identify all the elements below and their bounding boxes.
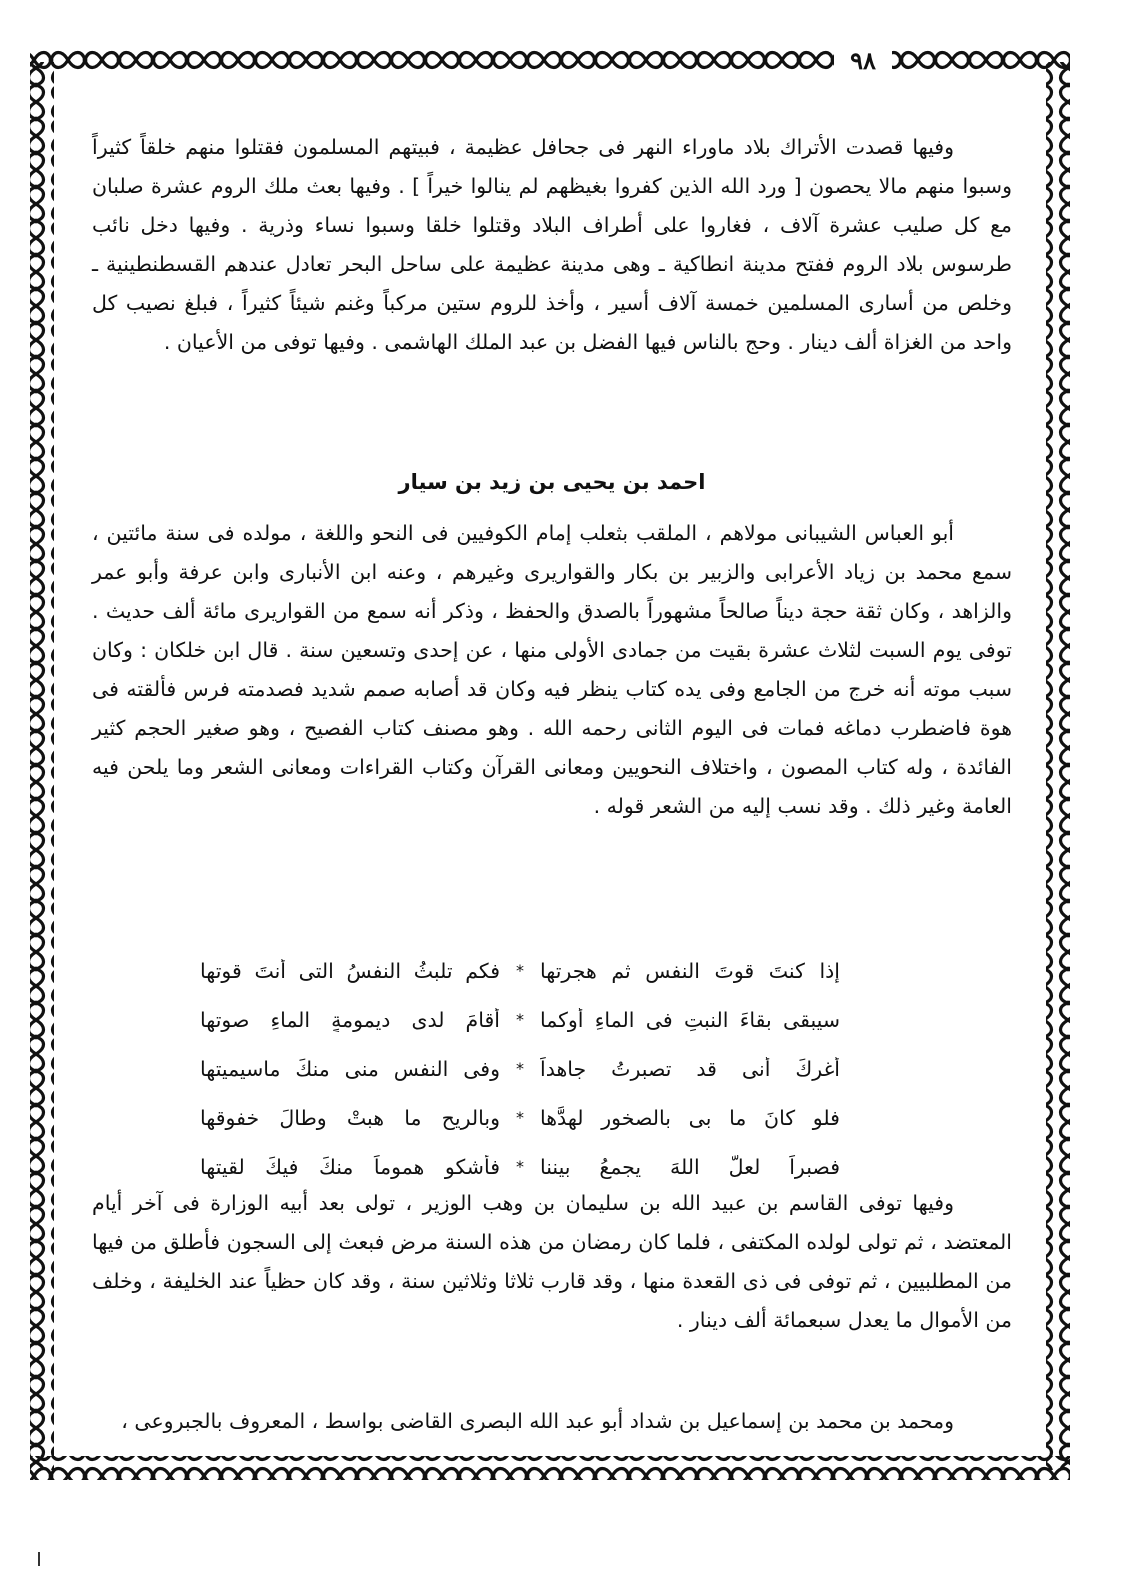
paragraph-biography: أبو العباس الشيبانى مولاهم ، الملقب بثعلب إمام الكوفيين فى النحو واللغة ، مولده فى سنة مائتين ، سمع محمد بن زياد الأعرابى والزبير بن بكار والقواريرى وغيرهم ، وعنه ابن الأنبارى وابن عرفة وأبو عمر والزاهد ، وكان ثقة حجة ديناً صالحاً مشهوراً بالصدق والحفظ ، وذكر أنه سمع من القواريرى مائة ألف حديث . توفى يوم السبت لثلاث عشرة بقيت من جمادى الأولى منها ، عن إحدى وتسعين سنة . قال ابن خلكان : وكان سبب موته أنه خرج من الجامع وفى يده كتاب ينظر فيه وكان قد أصابه صمم شديد فصدمته فرس فألقته فى هوة فاضطرب دماغه فمات فى اليوم الثانى رحمه الله . وهو مصنف كتاب الفصيح ، وهو صغير الحجم كثير الفائدة ، وله كتاب المصون ، واختلاف النحويين ومعانى القرآن وكتاب القراءات ومعانى الشعر وما يلحن فيه العامة وغير ذلك . وقد نسب إليه من الشعر قوله . [92,521,1012,818]
verse-separator: * [516,1157,524,1176]
verse-second-hemistich: وبالريحِ ما هبتْ وطالَ خفوقها [200,1105,500,1130]
poem-verse [180,1044,840,1093]
verse-second-hemistich: أقامَ لدى ديمومةٍ الماءِ صوتها [200,1007,500,1032]
verse-first-hemistich: فصبراً لعلَّ اللهَ يجمعُ بيننا [540,1154,840,1179]
biography-title: احمد بن يحيى بن زيد بن سيار [398,470,706,494]
verse-first-hemistich: فلو كانَ ما بى بالصخورِ لهدَّها [540,1105,840,1130]
poem-verse [180,946,840,995]
verse-second-hemistich: وفى النفسِ منى منكَ ماسيميتها [200,1056,500,1081]
paragraph-qasim-death: وفيها توفى القاسم بن عبيد الله بن سليمان بن وهب الوزير ، تولى بعد أبيه الوزارة فى آخر أيام المعتضد ، ثم تولى لولده المكتفى ، فلما كان رمضان من هذه السنة مرض فبعث إلى السجون فأطلق من فيها من المطلبيين ، ثم توفى فى ذى القعدة منها ، وقد قارب ثلاثا وثلاثين سنة ، وقد كان حظياً عند الخليفة ، وخلف من الأموال ما يعدل سبعمائة ألف دينار . [92,1191,1012,1332]
poem [180,946,840,1191]
verse-first-hemistich: أغركَ أنى قد تصبرتُ جاهداً [540,1056,840,1081]
verse-first-hemistich: إذا كنتَ قوتَ النفسِ ثم هجرتها [540,958,840,983]
verse-second-hemistich: فكم تلبثُ النفسُ التى أنتَ قوتها [200,958,500,983]
scan-mark [38,1552,40,1566]
verse-first-hemistich: سيبقى بقاءَ النبتِ فى الماءِ أوكما [540,1007,840,1032]
paragraph-events: وفيها قصدت الأتراك بلاد ماوراء النهر فى جحافل عظيمة ، فبيتهم المسلمون فقتلوا منهم خلقاً كثيراً وسبوا منهم مالا يحصون [ ورد الله الذين كفروا بغيظهم لم ينالوا خيراً ] . وفيها بعث ملك الروم عشرة صلبان مع كل صليب عشرة آلاف ، فغاروا على أطراف البلاد وقتلوا خلقا وسبوا نساء وذرية . وفيها دخل نائب طرسوس بلاد الروم ففتح مدينة انطاكية ـ وهى مدينة عظيمة على ساحل البحر تعادل عندهم القسطنطينية ـ وخلص من أسارى المسلمين خمسة آلاف أسير ، وأخذ للروم ستين مركباً وغنم شيئاً كثيراً ، فبلغ نصيب كل واحد من الغزاة ألف دينار . وحج بالناس فيها الفضل بن عبد الملك الهاشمى . وفيها توفى من الأعيان . [92,135,1012,354]
page-number: ٩٨ [834,44,892,78]
poem-verse [180,1093,840,1142]
poem-verse [180,995,840,1044]
verse-second-hemistich: فأشكو هموماً منكَ فيكَ لقيتها [200,1154,500,1179]
verse-separator: * [516,1108,524,1127]
verse-separator: * [516,1059,524,1078]
verse-separator: * [516,961,524,980]
paragraph-next-entry: ومحمد بن محمد بن إسماعيل بن شداد أبو عبد الله البصرى القاضى بواسط ، المعروف بالجبروعى ، [121,1409,954,1433]
verse-separator: * [516,1010,524,1029]
